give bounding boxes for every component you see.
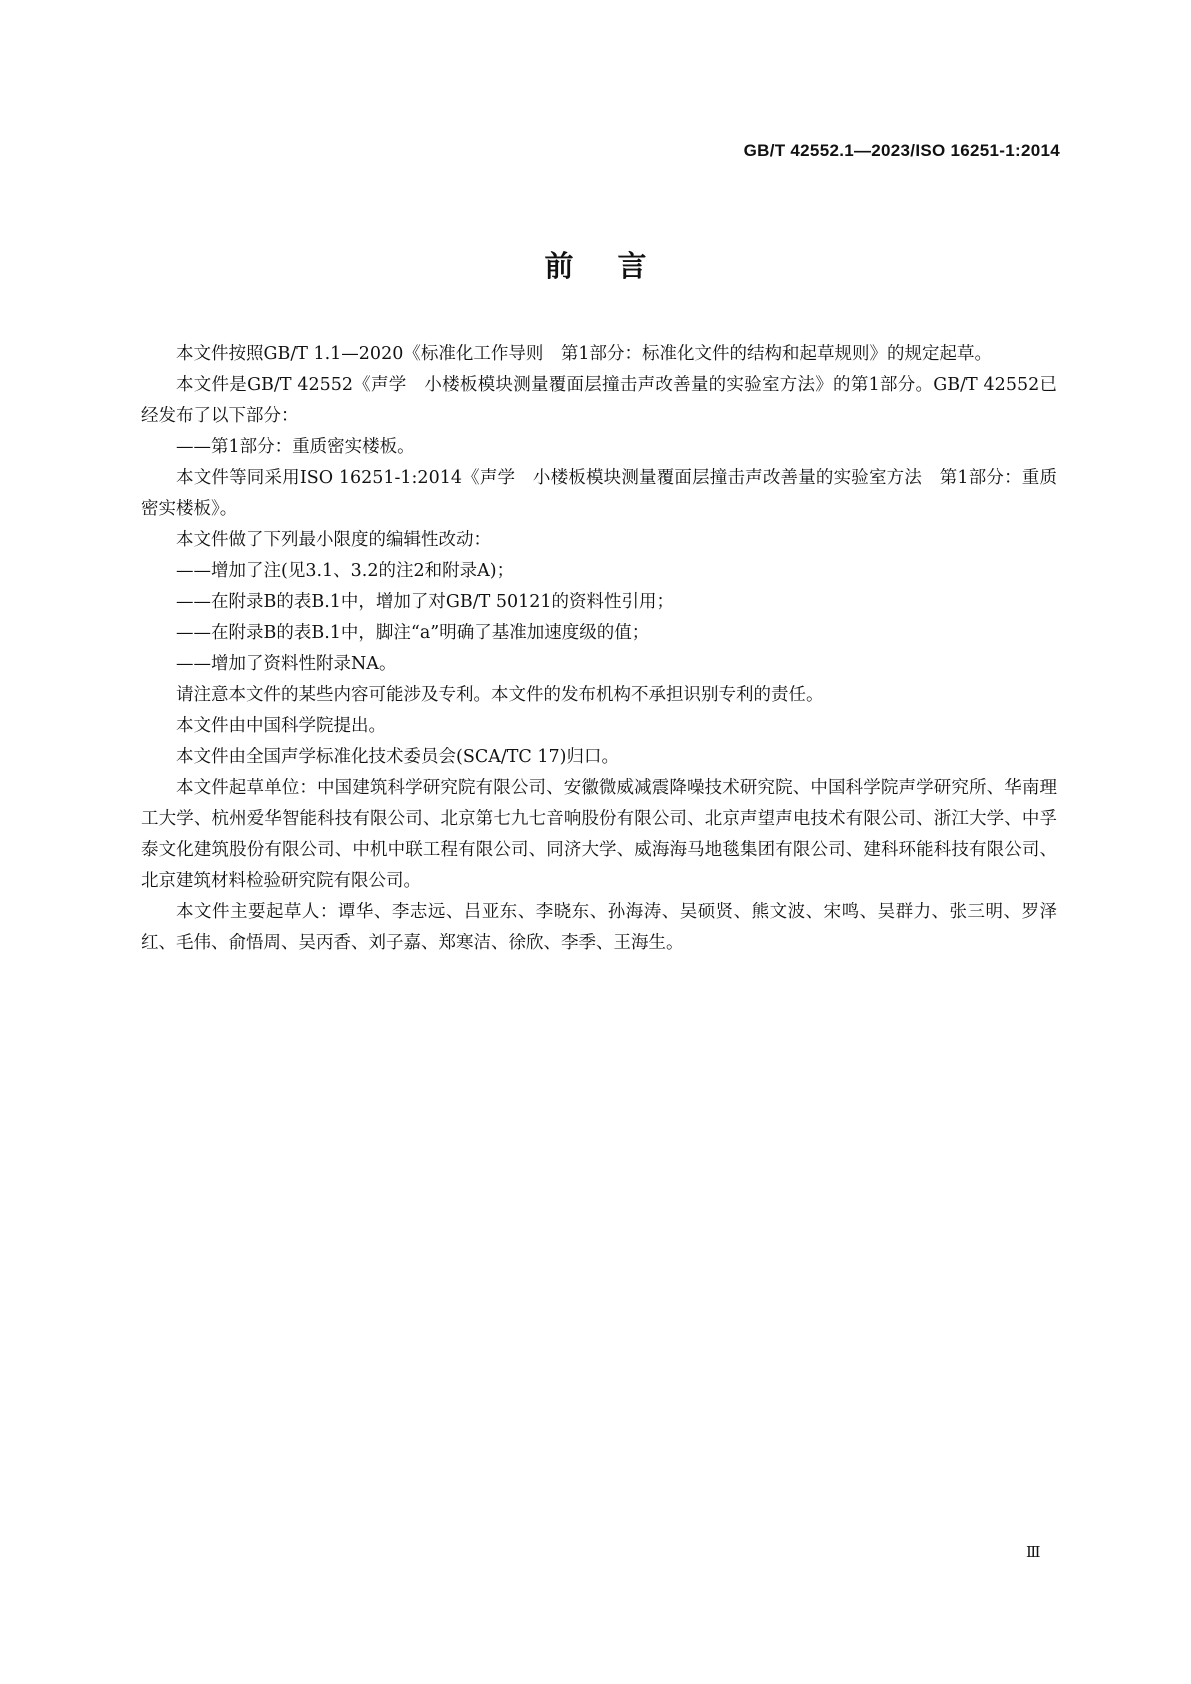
list-item-change-notes: ——增加了注(见3.1、3.2的注2和附录A)； bbox=[176, 561, 515, 581]
paragraph-main-drafters: 本文件主要起草人：谭华、李志远、吕亚东、李晓东、孙海涛、吴硕贤、熊文波、宋鸣、吴群力、张三明、罗泽红、毛伟、俞悟周、吴丙香、刘子嘉、郑寒洁、徐欣、李季、王海生。 bbox=[141, 902, 1057, 953]
paragraph-drafting-rules: 本文件按照GB/T 1.1—2020《标准化工作导则 第1部分：标准化文件的结构和起草规则》的规定起草。 bbox=[176, 344, 992, 364]
list-item-change-annex: ——增加了资料性附录NA。 bbox=[176, 654, 397, 674]
list-item-part1: ——第1部分：重质密实楼板。 bbox=[176, 437, 415, 457]
standard-code: GB/T 42552.1—2023/ISO 16251-1:2014 bbox=[743, 141, 1060, 160]
list-item-change-footnote: ——在附录B的表B.1中，脚注“a”明确了基准加速度级的值； bbox=[176, 623, 650, 643]
paragraph-proposed-by: 本文件由中国科学院提出。 bbox=[176, 716, 386, 736]
paragraph-identical-adoption: 本文件等同采用ISO 16251-1:2014《声学 小楼板模块测量覆面层撞击声改善量的实验室方法 第1部分：重质密实楼板》。 bbox=[141, 468, 1057, 519]
page-title: 前言 bbox=[544, 249, 691, 283]
paragraph-drafting-organizations: 本文件起草单位：中国建筑科学研究院有限公司、安徽微威减震降噪技术研究院、中国科学院声学研究所、华南理工大学、杭州爱华智能科技有限公司、北京第七九七音响股份有限公司、北京声望声电技术有限公司、浙江大学、中孚泰文化建筑股份有限公司、中机中联工程有限公司、同济大学、威海海马地毯集团有限公司、建科环能科技有限公司、北京建筑材料检验研究院有限公司。 bbox=[141, 778, 1057, 891]
paragraph-patent-notice: 请注意本文件的某些内容可能涉及专利。本文件的发布机构不承担识别专利的责任。 bbox=[176, 685, 824, 705]
foreword-body bbox=[141, 339, 1057, 959]
list-item-change-reference: ——在附录B的表B.1中，增加了对GB/T 50121的资料性引用； bbox=[176, 592, 675, 612]
page-number: Ⅲ bbox=[1026, 1543, 1041, 1561]
paragraph-technical-committee: 本文件由全国声学标准化技术委员会(SCA/TC 17)归口。 bbox=[176, 747, 619, 767]
paragraph-part-of-series: 本文件是GB/T 42552《声学 小楼板模块测量覆面层撞击声改善量的实验室方法》的第1部分。GB/T 42552已经发布了以下部分： bbox=[141, 375, 1057, 426]
paragraph-editorial-changes: 本文件做了下列最小限度的编辑性改动： bbox=[176, 530, 491, 550]
